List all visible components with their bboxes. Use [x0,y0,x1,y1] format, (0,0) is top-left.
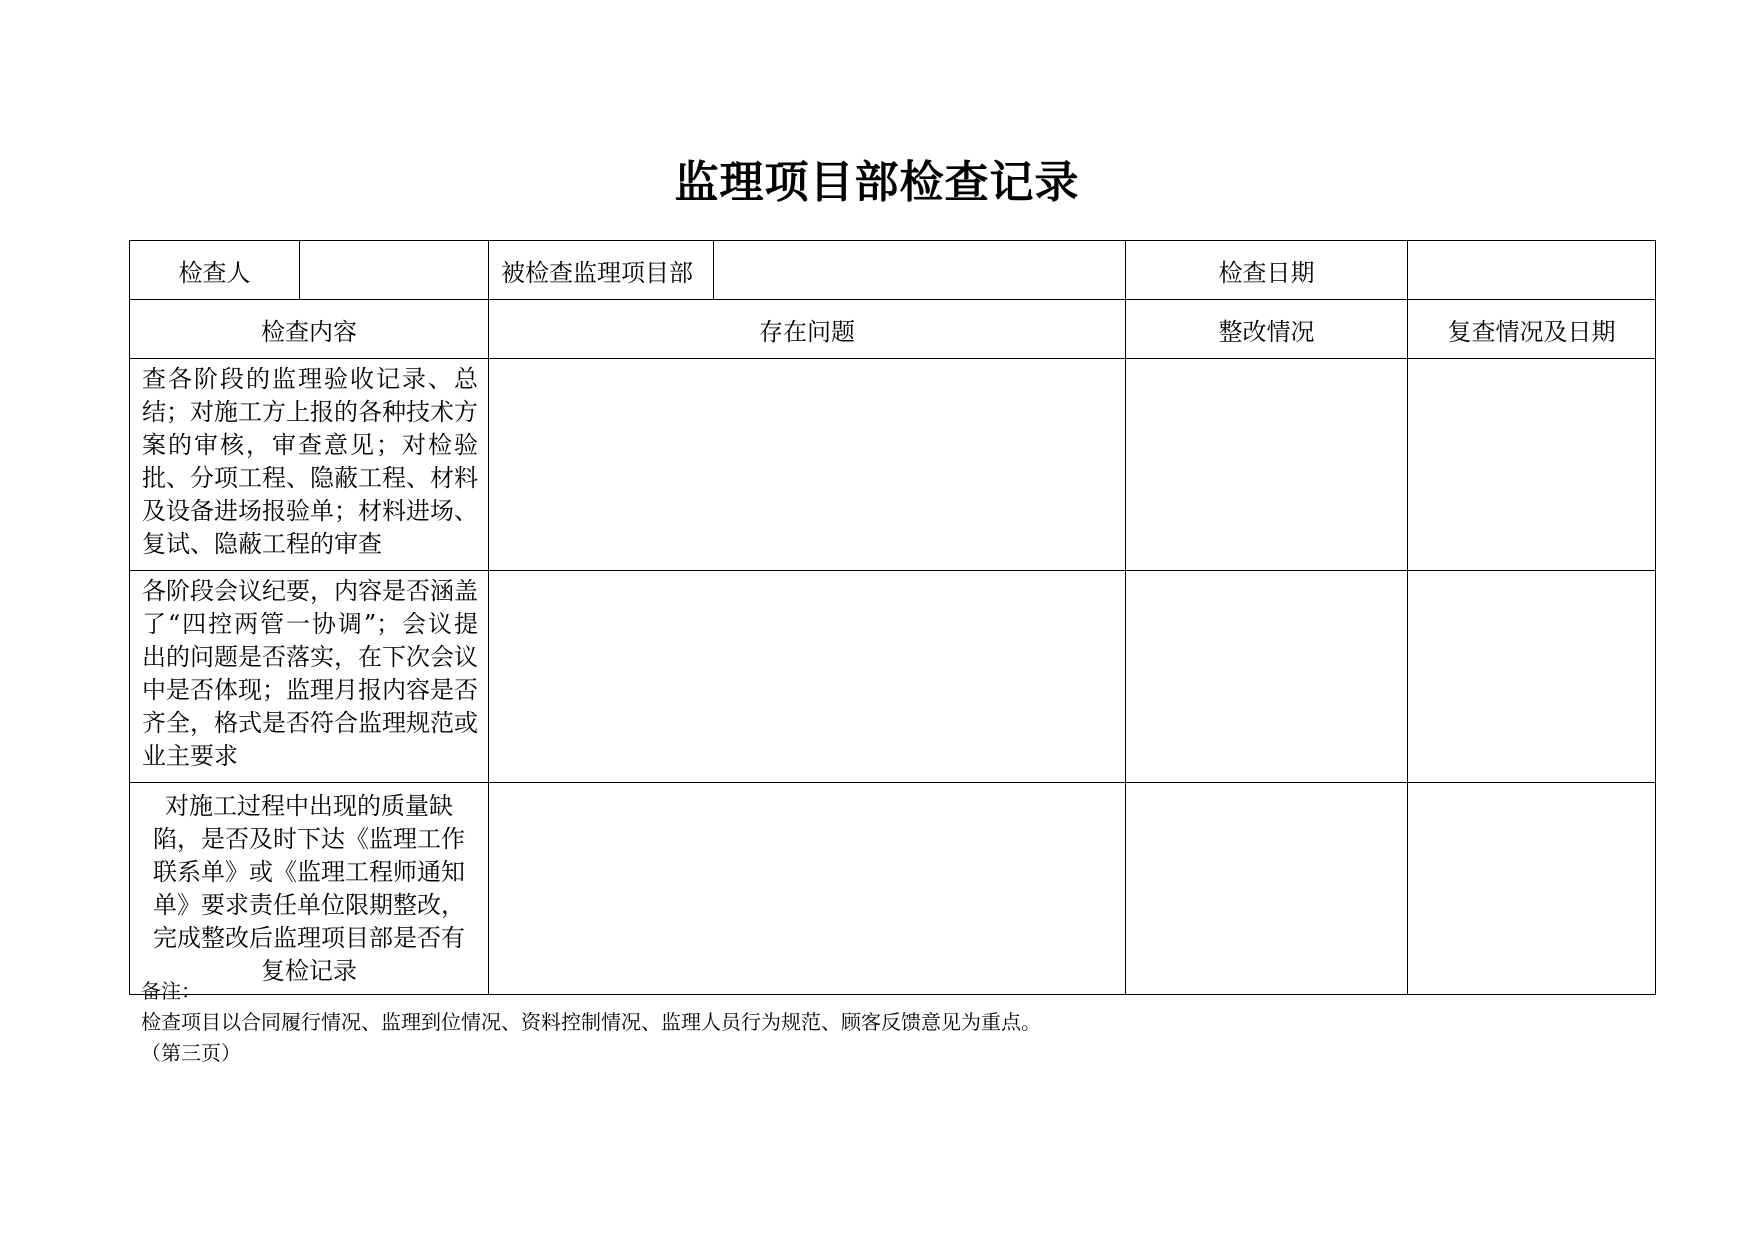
page-title: 监理项目部检查记录 [674,157,1080,208]
table-row [130,783,1656,995]
row-rectification-cell[interactable] [1126,571,1408,783]
row-rectification-cell[interactable] [1126,783,1408,995]
row-issues-cell[interactable] [489,359,1126,571]
inspector-label: 检查人 [130,241,300,300]
inspection-date-label: 检查日期 [1126,241,1408,300]
table-row [130,571,1656,783]
header-review: 复查情况及日期 [1408,300,1656,359]
table-row [130,359,1656,571]
row-issues-cell[interactable] [489,783,1126,995]
row-rectification-cell[interactable] [1126,359,1408,571]
header-content: 检查内容 [130,300,489,359]
notes-label: 备注： [141,979,201,1003]
row-content: 对施工过程中出现的质量缺陷，是否及时下达《监理工作联系单》或《监理工程师通知单》要求责任单位限期整改，完成整改后监理项目部是否有复检记录 [130,783,489,995]
inspection-date-value-cell[interactable] [1408,241,1656,300]
row-review-cell[interactable] [1408,783,1656,995]
notes-block [141,976,1041,1069]
inspected-dept-label: 被检查监理项目部 [489,241,714,300]
inspection-record-table [129,240,1656,995]
header-issues: 存在问题 [489,300,1126,359]
row-content: 各阶段会议纪要，内容是否涵盖了“四控两管一协调”；会议提出的问题是否落实，在下次会议中是否体现；监理月报内容是否齐全，格式是否符合监理规范或业主要求 [130,571,489,783]
row-review-cell[interactable] [1408,571,1656,783]
inspected-dept-value-cell[interactable] [714,241,1126,300]
notes-text: 检查项目以合同履行情况、监理到位情况、资料控制情况、监理人员行为规范、顾客反馈意见为重点。 [141,1010,1041,1034]
row-issues-cell[interactable] [489,571,1126,783]
row-review-cell[interactable] [1408,359,1656,571]
page-number: （第三页） [141,1041,241,1065]
header-rectification: 整改情况 [1126,300,1408,359]
info-row [130,241,1656,300]
inspector-value-cell[interactable] [300,241,489,300]
row-content: 查各阶段的监理验收记录、总结；对施工方上报的各种技术方案的审核，审查意见；对检验批、分项工程、隐蔽工程、材料及设备进场报验单；材料进场、复试、隐蔽工程的审查 [130,359,489,571]
header-row [130,300,1656,359]
